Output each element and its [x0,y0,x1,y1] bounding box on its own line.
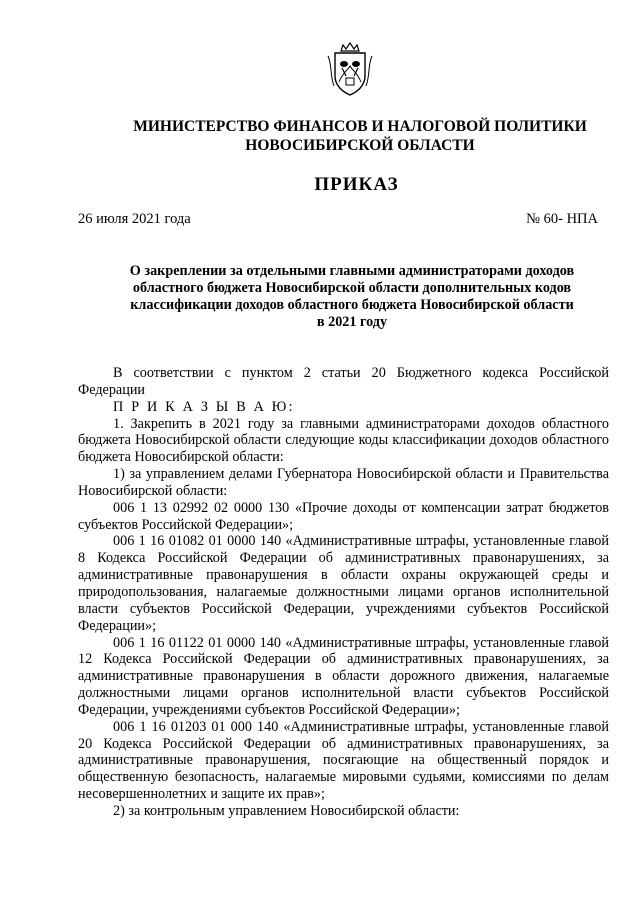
subject-line: областного бюджета Новосибирской области дополнительных кодов [132,280,572,296]
document-body [78,365,609,820]
ministry-heading [0,117,640,155]
body-paragraph: 1) за управлением делами Губернатора Новосибирской области и Правительства Новосибирской области: [78,466,609,499]
body-paragraph: 006 1 16 01082 01 0000 140 «Административные штрафы, установленные главой 8 Кодекса Российской Федерации об административных правонарушениях, за административные правонарушения в области охраны окружающей среды и природопользования, налагаемые должностными лицами органов исполнительной власти субъектов Российской Федерации, учреждениями субъектов Российской Федерации»; [78,533,609,634]
body-paragraph: 2) за контрольным управлением Новосибирской области: [113,802,460,819]
subject-line: в 2021 году [316,314,388,330]
document-number: № 60- НПА [526,211,598,227]
body-paragraph: 006 1 16 01122 01 0000 140 «Административные штрафы, установленные главой 12 Кодекса Российской Федерации об административных правонарушениях, за административные правонарушения в области дорожного движения, налагаемые должностными лицами органов исполнительной власти субъектов Российской Федерации, учреждениями субъектов Российской Федерации»; [78,634,609,718]
body-paragraph: 006 1 13 02992 02 0000 130 «Прочие доходы от компенсации затрат бюджетов субъектов Российской Федерации»; [78,499,609,533]
document-type-title: ПРИКАЗ [314,174,399,195]
ministry-heading-line: НОВОСИБИРСКОЙ ОБЛАСТИ [245,137,475,154]
coat-of-arms-emblem [326,42,374,98]
body-paragraph: В соответствии с пунктом 2 статьи 20 Бюджетного кодекса Российской Федерации [78,365,609,398]
document-subject [80,263,624,331]
body-paragraph: 006 1 16 01203 01 000 140 «Административные штрафы, установленные главой 20 Кодекса Российской Федерации об административных правонарушениях, за административные правонарушения, посягающие на общественный порядок и общественную безопасность, налагаемые мировыми судьями, комиссиями по делам несовершеннолетних и защите их прав»; [78,718,609,803]
ministry-heading-line: МИНИСТЕРСТВО ФИНАНСОВ И НАЛОГОВОЙ ПОЛИТИКИ [133,118,587,135]
document-date: 26 июля 2021 года [78,211,191,227]
subject-line: О закреплении за отдельными главными администраторами доходов [129,263,575,279]
subject-line: классификации доходов областного бюджета Новосибирской области [130,297,574,313]
order-directive: П Р И К А З Ы В А Ю: [113,398,295,415]
body-paragraph: 1. Закрепить в 2021 году за главными администраторами доходов областного бюджета Новосибирской области следующие коды классификации доходов областного бюджета Новосибирской области: [78,415,609,466]
